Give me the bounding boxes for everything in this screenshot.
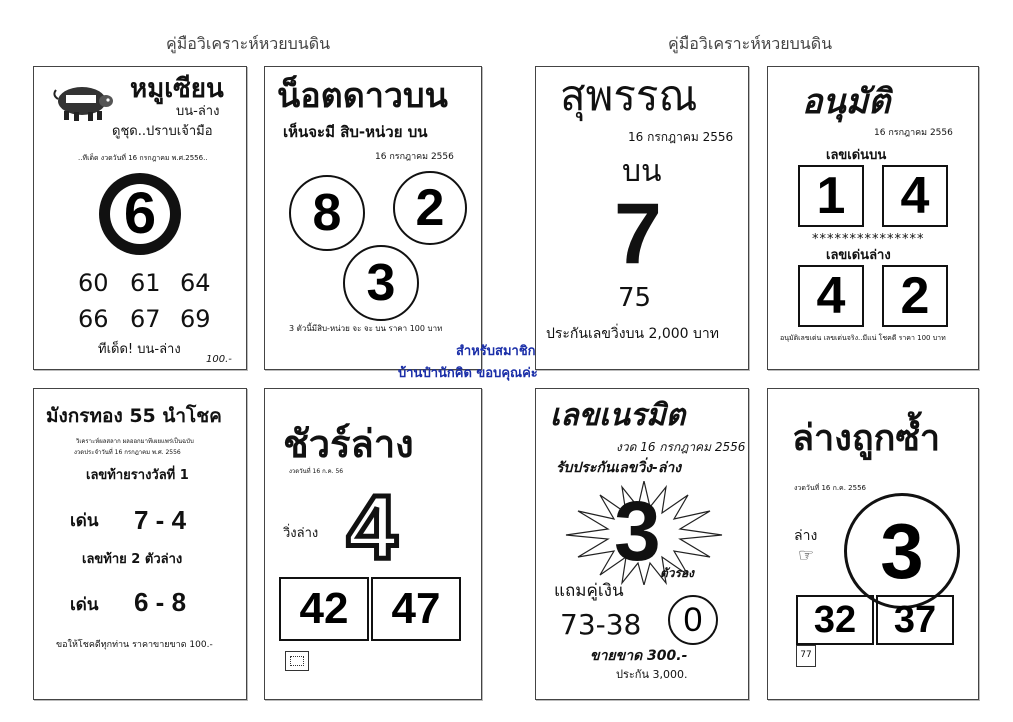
- tiny-line-2: งวดประจำวันที่ 16 กรกฎาคม พ.ศ. 2556: [74, 449, 181, 456]
- key-2: เด่น: [70, 595, 99, 615]
- card-lek-neramit: [535, 388, 749, 700]
- number-2-3: 69: [180, 305, 211, 333]
- number-circle-2: 2: [393, 171, 467, 245]
- stars-divider: ***************: [812, 232, 925, 247]
- card-lang-thuk-sam: [767, 388, 979, 700]
- pair-number-2: 37: [876, 595, 954, 645]
- title: ชัวร์ล่าง: [283, 422, 414, 466]
- center-note-line1: สำหรับสมาชิก: [456, 344, 536, 359]
- card-suphan: [535, 66, 749, 370]
- title: อนุมัติ: [802, 83, 891, 121]
- number-1-2: 61: [130, 269, 161, 297]
- guarantee: ประกัน 3,000.: [616, 668, 688, 681]
- slogan: ดูชุด..ปราบเจ้ามือ: [112, 124, 213, 139]
- card-sure-lang: [264, 388, 482, 700]
- date: 16 กรกฎาคม 2556: [874, 128, 953, 138]
- date: 16 กรกฎาคม 2556: [375, 152, 454, 162]
- pointing-hand-icon: ☞: [798, 545, 815, 566]
- pair-number-1: 32: [796, 595, 874, 645]
- footer: ทีเด็ด! บน-ล่าง: [98, 342, 181, 357]
- number-1-3: 64: [180, 269, 211, 297]
- label: ล่าง: [794, 528, 818, 544]
- bottom-number-1: 4: [798, 265, 864, 327]
- main-number: 6: [110, 184, 170, 244]
- brand-title: หมูเซียน: [130, 73, 224, 103]
- main-number-circle: 3: [844, 493, 960, 609]
- date: งวดวันที่ 16 ก.ค. 2556: [794, 484, 866, 492]
- tiny-line: งวดวันที่ 16 ก.ค. 56: [289, 468, 344, 475]
- brand-subtitle: บน-ล่าง: [176, 104, 220, 119]
- label: วิ่งล่าง: [283, 526, 319, 541]
- number-2-1: 66: [78, 305, 109, 333]
- second-number: 75: [618, 283, 652, 313]
- title: ล่างถูกซ้ำ: [792, 418, 941, 459]
- value-1: 7 - 4: [134, 505, 187, 535]
- date: 16 กรกฎาคม 2556: [628, 130, 734, 144]
- footer: อนุมัติเลขเด่น เลขเด่นจริง..มีแน่ โชคดี ราคา 100 บาท: [780, 334, 946, 342]
- zero-circle: 0: [668, 595, 718, 645]
- bottom-number-2: 2: [882, 265, 948, 327]
- price: 100.-: [206, 354, 232, 365]
- main-number: 3: [614, 484, 661, 578]
- pair-number-1: 42: [279, 577, 369, 641]
- stamp-icon: [285, 651, 309, 671]
- card-anumat: [767, 66, 979, 370]
- label: บน: [622, 154, 662, 189]
- bonus-label: แถมคู่เงิน: [554, 581, 624, 601]
- center-note-line2: บ้านป๋านักคิด ขอบคุณค่ะ: [398, 366, 538, 381]
- number-circle-1: 8: [289, 175, 365, 251]
- title: เลขเนรมิต: [550, 398, 686, 433]
- label-bottom: เลขเด่นล่าง: [826, 248, 891, 263]
- main-number-circle: [99, 173, 181, 255]
- key-1: เด่น: [70, 511, 99, 531]
- footer: ประกันเลขวิ่งบน 2,000 บาท: [546, 326, 720, 342]
- top-number-1: 1: [798, 165, 864, 227]
- title: น็อตดาวบน: [277, 77, 448, 115]
- date-line: ..ทีเด็ด งวดวันที่ 16 กรกฎาคม พ.ศ.2556..: [78, 154, 208, 162]
- number-2-2: 67: [130, 305, 161, 333]
- header-right: คู่มือวิเคราะห์หวยบนดิน: [668, 34, 833, 53]
- title: มังกรทอง 55 นำโชค: [46, 405, 222, 427]
- card-not-dao-bon: [264, 66, 482, 370]
- badge-number: 77: [800, 650, 812, 660]
- tiny-line-1: วิเคราะห์ผลสลาก ผลออกมาทีเผยแพร่เป็นฉบับ: [76, 438, 194, 445]
- tag: ตัวรอง: [660, 566, 695, 580]
- number-circle-3: 3: [343, 245, 419, 321]
- badge-box: [796, 645, 816, 667]
- main-number: 4: [347, 478, 398, 578]
- label-2: เลขท้าย 2 ตัวล่าง: [82, 552, 183, 567]
- number-1-1: 60: [78, 269, 109, 297]
- footer: 3 ตัวนี้มีสิบ-หน่วย จะ จะ บน ราคา 100 บาท: [289, 324, 443, 333]
- header-left: คู่มือวิเคราะห์หวยบนดิน: [166, 34, 331, 53]
- label-1: เลขท้ายรางวัลที่ 1: [86, 468, 189, 483]
- card-mangkon-thong: [33, 388, 247, 700]
- label-top: เลขเด่นบน: [826, 148, 887, 163]
- date: งวด 16 กรกฎาคม 2556: [616, 440, 746, 454]
- card-mu-sian: [33, 66, 247, 370]
- top-number-2: 4: [882, 165, 948, 227]
- subtitle: เห็นจะมี สิบ-หน่วย บน: [283, 123, 428, 141]
- bonus-number: 73-38: [560, 608, 642, 641]
- main-number: 7: [614, 186, 662, 282]
- price: ขายขาด 300.-: [590, 648, 688, 664]
- footer: ขอให้โชคดีทุกท่าน ราคาขายขาด 100.-: [56, 640, 213, 650]
- pig-logo-icon: [48, 79, 120, 131]
- value-2: 6 - 8: [134, 587, 187, 617]
- subtitle: รับประกันเลขวิ่ง-ล่าง: [556, 460, 682, 476]
- pair-number-2: 47: [371, 577, 461, 641]
- title: สุพรรณ: [560, 72, 698, 119]
